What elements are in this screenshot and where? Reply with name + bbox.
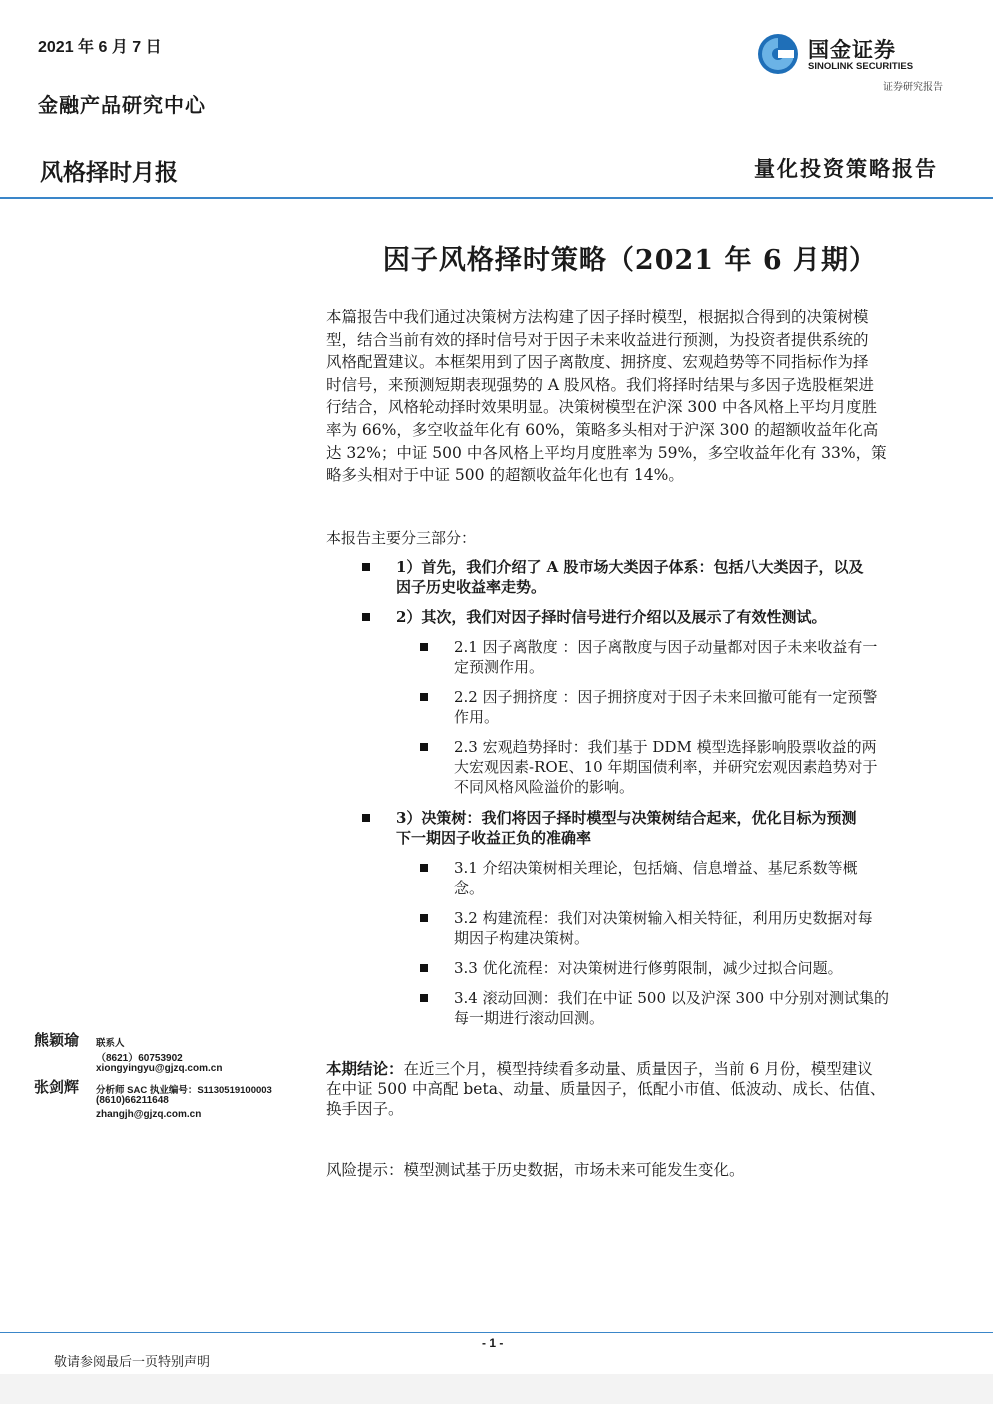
conclusion-line: 换手因子。 [326, 1100, 404, 1118]
section-item [396, 808, 948, 848]
subsection-line: 念。 [454, 879, 485, 897]
abstract-line: 本篇报告中我们通过决策树方法构建了因子择时模型，根据拟合得到的决策树模 [326, 308, 869, 326]
risk-notice: 风险提示：模型测试基于历史数据，市场未来可能发生变化。 [326, 1161, 745, 1179]
subsection-item [454, 988, 948, 1028]
report-date: 2021 年 6 月 7 日 [38, 39, 162, 56]
subsection-item [454, 737, 948, 797]
subsection-line: 3.2 构建流程：我们对决策树输入相关特征，利用历史数据对每 [454, 909, 873, 927]
bullet-icon [420, 964, 428, 972]
footer-divider [0, 1332, 993, 1333]
subsection-line: 定预测作用。 [454, 658, 545, 676]
subsection-line: 2.1 因子离散度 ：因子离散度与因子动量都对因子未来收益有一 [454, 638, 878, 656]
abstract-line: 型，结合当前有效的择时信号对于因子未来收益进行预测，为投资者提供系统的 [326, 330, 869, 349]
sinolink-logo-icon [756, 32, 800, 76]
department-name: 金融产品研究中心 [38, 93, 206, 117]
bullet-icon [420, 693, 428, 701]
page-number: - 1 - [482, 1336, 504, 1350]
abstract-line: 时信号，来预测短期表现强势的 A 股风格。我们将择时结果与多因子选股框架进 [326, 375, 875, 394]
author-email: xiongyingyu@gjzq.com.cn [96, 1063, 223, 1074]
bullet-icon [420, 643, 428, 651]
subsection-item [454, 958, 948, 978]
structure-intro: 本报告主要分三部分： [326, 529, 477, 547]
abstract-line: 略多头相对于中证 500 的超额收益年化也有 14%。 [326, 466, 684, 485]
subsection-line: 2.2 因子拥挤度 ：因子拥挤度对于因子未来回撤可能有一定预警 [454, 688, 878, 706]
subsection-line: 大宏观因素-ROE、10 年期国债利率，并研究宏观因素趋势对于 [454, 758, 878, 776]
disclaimer-note: 敬请参阅最后一页特别声明 [54, 1355, 211, 1370]
conclusion-text: 在近三个月，模型持续看多动量、质量因子，当前 6 月份，模型建议 [403, 1060, 873, 1078]
subsection-line: 3.3 优化流程：对决策树进行修剪限制，减少过拟合问题。 [454, 959, 843, 977]
subsection-line: 每一期进行滚动回测。 [454, 1009, 605, 1027]
abstract-line: 风格配置建议。本框架用到了因子离散度、拥挤度、宏观趋势等不同指标作为择 [326, 353, 869, 372]
section-item [396, 557, 948, 597]
conclusion [326, 1059, 946, 1119]
author-phone: (8610)66211648 [96, 1095, 169, 1106]
report-type: 量化投资策略报告 [754, 156, 938, 181]
logo-chinese-name: 国金证券 [808, 39, 896, 62]
bullet-icon [362, 563, 370, 571]
bullet-icon [420, 864, 428, 872]
report-title: 因子风格择时策略（2021 年 6 月期） [382, 245, 878, 276]
subsection-item [454, 637, 948, 677]
conclusion-line [326, 1059, 946, 1079]
section-line: 2）其次，我们对因子择时信号进行介绍以及展示了有效性测试。 [396, 608, 827, 626]
bullet-icon [362, 814, 370, 822]
section-line: 因子历史收益率走势。 [396, 578, 547, 596]
bullet-icon [420, 743, 428, 751]
section-line: 下一期因子收益正负的准确率 [396, 829, 592, 847]
company-logo [756, 32, 946, 78]
subsection-item [454, 908, 948, 948]
subsection-item [454, 858, 948, 898]
conclusion-label: 本期结论： [326, 1059, 404, 1078]
subsection-item [454, 687, 948, 727]
subsection-line: 不同风格风险溢价的影响。 [454, 778, 635, 796]
author-email: zhangjh@gjzq.com.cn [96, 1109, 202, 1120]
bullet-icon [420, 994, 428, 1002]
abstract [326, 306, 946, 487]
section-line: 3）决策树：我们将因子择时模型与决策树结合起来，优化目标为预测 [396, 809, 857, 827]
logo-english-name: SINOLINK SECURITIES [808, 61, 914, 72]
abstract-line: 达 32%；中证 500 中各风格上平均月度胜率为 59%，多空收益年化有 33%，策 [326, 443, 887, 462]
section-line: 1）首先，我们介绍了 A 股市场大类因子体系：包括八大类因子，以及 [396, 558, 864, 576]
subsection-line: 作用。 [454, 708, 500, 726]
report-series: 风格择时月报 [40, 159, 178, 185]
subsection-line: 期因子构建决策树。 [454, 929, 590, 947]
author-phone: （8621）60753902 [96, 1053, 183, 1064]
bullet-icon [420, 914, 428, 922]
footer-band [0, 1374, 993, 1404]
author-role: 分析师 SAC 执业编号：S1130519100003 [96, 1085, 272, 1096]
subsection-line: 3.1 介绍决策树相关理论，包括熵、信息增益、基尼系数等概 [454, 859, 858, 877]
author-role: 联系人 [96, 1038, 125, 1049]
abstract-line: 率为 66%，多空收益年化有 60%，策略多头相对于沪深 300 的超额收益年化高 [326, 420, 879, 439]
header-divider [0, 197, 993, 199]
subsection-line: 2.3 宏观趋势择时：我们基于 DDM 模型选择影响股票收益的两 [454, 738, 877, 756]
author-name: 张剑辉 [34, 1078, 80, 1096]
bullet-icon [362, 613, 370, 621]
conclusion-line: 在中证 500 中高配 beta、动量、质量因子，低配小市值、低波动、成长、估值、 [326, 1080, 886, 1098]
author-name: 熊颖瑜 [34, 1031, 80, 1049]
abstract-line: 行结合，风格轮动择时效果明显。决策树模型在沪深 300 中各风格上平均月度胜 [326, 398, 877, 417]
report-category-label: 证券研究报告 [883, 82, 943, 93]
subsection-line: 3.4 滚动回测：我们在中证 500 以及沪深 300 中分别对测试集的 [454, 989, 889, 1007]
section-item [396, 607, 948, 627]
